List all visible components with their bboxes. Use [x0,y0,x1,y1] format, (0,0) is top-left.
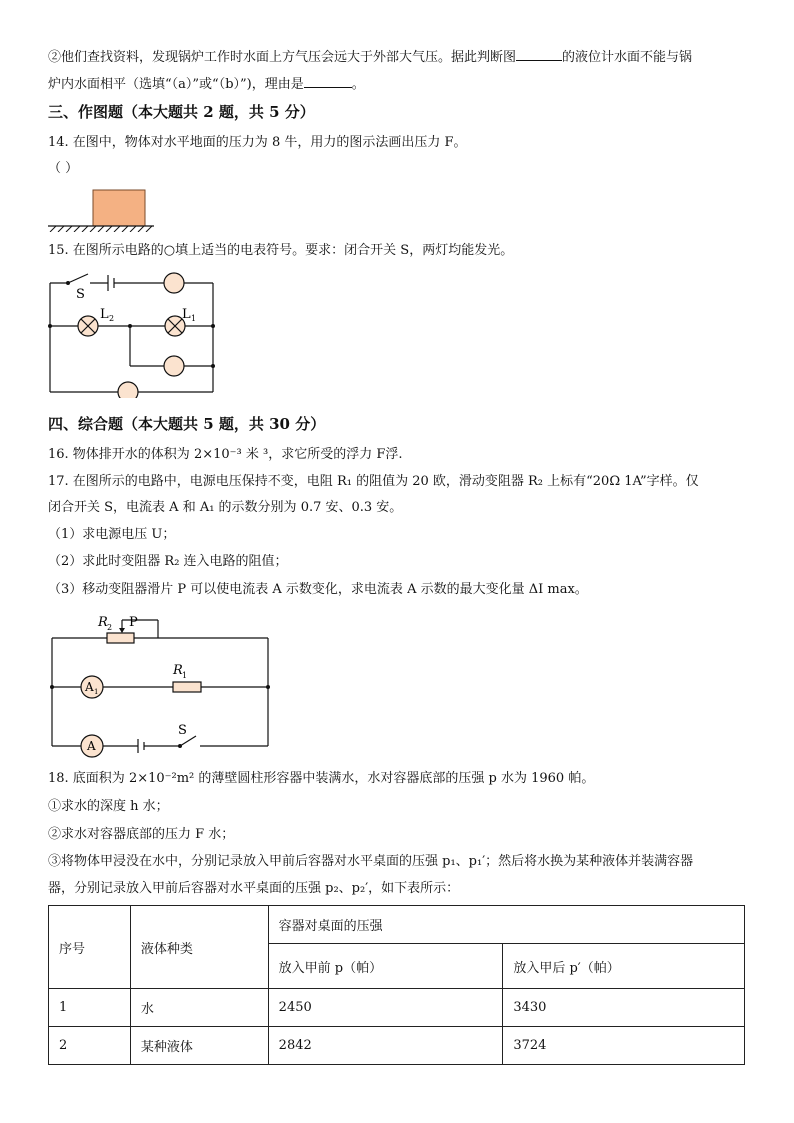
pressure-table [48,905,745,1065]
meter-slot-circle[interactable] [118,382,138,398]
row-index: 2 [49,1027,131,1065]
row-after: 3724 [503,1027,745,1065]
header-before: 放入甲前 p（帕） [268,944,503,989]
s-label: S [178,723,187,738]
lamp-l1-subscript: 1 [191,314,197,323]
q17-sub-1: （1）求电源电压 U； [48,527,176,542]
r1-label: R [173,663,183,678]
q18-sub-1: ①求水的深度 h 水； [48,799,169,814]
ground-hatching [50,226,152,232]
block-object [93,190,145,226]
meter-slot-circle[interactable] [164,356,184,376]
q13-text-c: 炉内水面相平（选填“（a）”或“（b）”)，理由是 [48,77,304,92]
lamp-l1-label: L [182,307,191,322]
lamp-l2-icon [78,316,98,336]
q17-line-1: 17. 在图所示的电路中，电源电压保持不变，电阻 R₁ 的阻值为 20 欧，滑动变阻器 R₂ 上标有“20Ω 1A”字样。仅 [48,474,699,489]
q15-text: 15. 在图所示电路的○填上适当的电表符号。要求：闭合开关 S，两灯均能发光。 [48,243,514,258]
switch-label: S [76,287,85,302]
table-row [49,989,745,1027]
row-before: 2450 [268,989,503,1027]
header-after: 放入甲后 p′（帕） [503,944,745,989]
answer-blank[interactable] [516,48,562,61]
junction-dot [48,324,52,328]
q14-text: 14. 在图中，物体对水平地面的压力为 8 牛，用力的图示法画出压力 F。 [48,135,467,150]
header-liquid: 液体种类 [130,906,268,989]
r2-label: R [98,615,108,630]
section-3-heading: 三、作图题（本大题共 2 题，共 5 分） [48,103,315,121]
junction-dot [266,685,270,689]
rheostat-r2 [107,633,134,643]
q13-text-a: ②他们查找资料，发现锅炉工作时水面上方气压会远大于外部大气压。据此判断图 [48,50,517,65]
q17-sub-3: （3）移动变阻器滑片 P 可以使电流表 A 示数变化，求电流表 A 示数的最大变化量 ΔI max。 [48,582,588,597]
a1-label: A [85,680,94,694]
q13-line-2 [48,75,365,94]
junction-dot [211,364,215,368]
q13-line-1 [48,48,692,67]
answer-blank[interactable] [304,75,352,88]
meter-slot-circle[interactable] [164,273,184,293]
q17-line-2: 闭合开关 S，电流表 A 和 A₁ 的示数分别为 0.7 安、0.3 安。 [48,500,403,515]
lamp-l2-subscript: 2 [109,314,115,323]
row-before: 2842 [268,1027,503,1065]
slider-p-label: P [129,615,138,630]
q13-text-b: 的液位计水面不能与锅 [562,50,693,65]
q18-sub-3b: 器，分别记录放入甲前后容器对水平桌面的压强 p₂、p₂′，如下表所示： [48,881,460,896]
lamp-l2-label: L [100,307,109,322]
resistor-r1 [173,682,201,692]
q18-line-1: 18. 底面积为 2×10⁻²m² 的薄壁圆柱形容器中装满水，水对容器底部的压强 p 水为 1960 帕。 [48,771,595,786]
table-row [49,1027,745,1065]
row-liquid: 水 [130,989,268,1027]
q17-sub-2: （2）求此时变阻器 R₂ 连入电路的阻值； [48,554,288,569]
junction-dot [211,324,215,328]
row-liquid: 某种液体 [130,1027,268,1065]
q17-circuit-diagram [44,610,276,760]
q16-text: 16. 物体排开水的体积为 2×10⁻³ 米 ³，求它所受的浮力 F浮. [48,447,403,462]
header-pressure-group: 容器对桌面的压强 [268,906,744,944]
q15-circuit-diagram [40,266,230,398]
q14-answer-paren: （ ） [48,161,79,176]
switch-pivot [66,281,70,285]
junction-dot [128,324,132,328]
slider-arrow-icon[interactable] [119,628,125,633]
a1-subscript: 1 [94,688,99,696]
section-4-heading: 四、综合题（本大题共 5 题，共 30 分） [48,415,326,433]
q13-text-d: 。 [351,77,365,92]
q18-sub-2: ②求水对容器底部的压力 F 水； [48,827,235,842]
junction-dot [50,685,54,689]
q18-sub-3a: ③将物体甲浸没在水中，分别记录放入甲前后容器对水平桌面的压强 p₁、p₁′；然后将水换为某种液体并装满容器 [48,854,694,869]
q14-block-figure [48,186,168,232]
switch-pivot [178,744,182,748]
r2-subscript: 2 [107,623,113,632]
r1-subscript: 1 [182,671,188,680]
row-index: 1 [49,989,131,1027]
row-after: 3430 [503,989,745,1027]
a-label: A [87,739,96,753]
header-index: 序号 [49,906,131,989]
